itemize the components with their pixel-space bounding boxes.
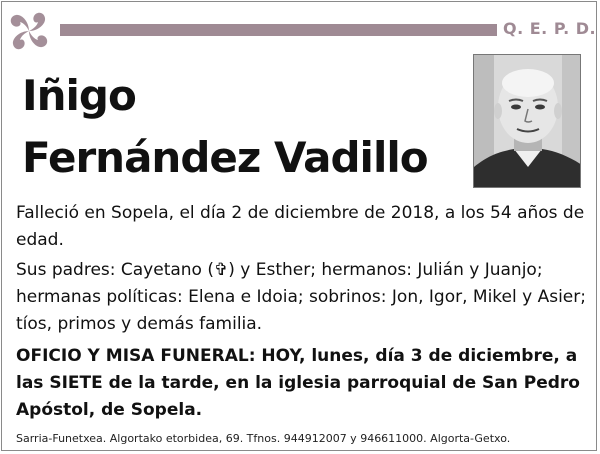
- family-paragraph: Sus padres: Cayetano (✞) y Esther; hermanos: Julián y Juanjo; hermanas políticas: Elena e Idoia; sobrinos: Jon, Igor, Mikel y Asier; tíos, primos y demás familia.: [16, 260, 586, 334]
- portrait-photo: [473, 54, 581, 188]
- portrait-photo-icon: [474, 55, 581, 188]
- funeral-home-footer: Sarria-Funetxea. Algortako etorbidea, 69. Tfnos. 944912007 y 946611000. Algorta-Getxo.: [16, 432, 511, 445]
- lauburu-icon: [5, 8, 53, 54]
- death-notice-paragraph: Falleció en Sopela, el día 2 de diciembre de 2018, a los 54 años de edad.: [16, 203, 585, 250]
- deceased-surnames: Fernández Vadillo: [22, 133, 428, 182]
- deceased-first-name: Iñigo: [22, 71, 136, 120]
- qepd-label: Q. E. P. D.: [503, 19, 597, 38]
- header-bar: [60, 24, 497, 36]
- funeral-service-paragraph: OFICIO Y MISA FUNERAL: HOY, lunes, día 3 de diciembre, a las SIETE de la tarde, en la iglesia parroquial de San Pedro Apóstol, de Sopela.: [16, 346, 580, 420]
